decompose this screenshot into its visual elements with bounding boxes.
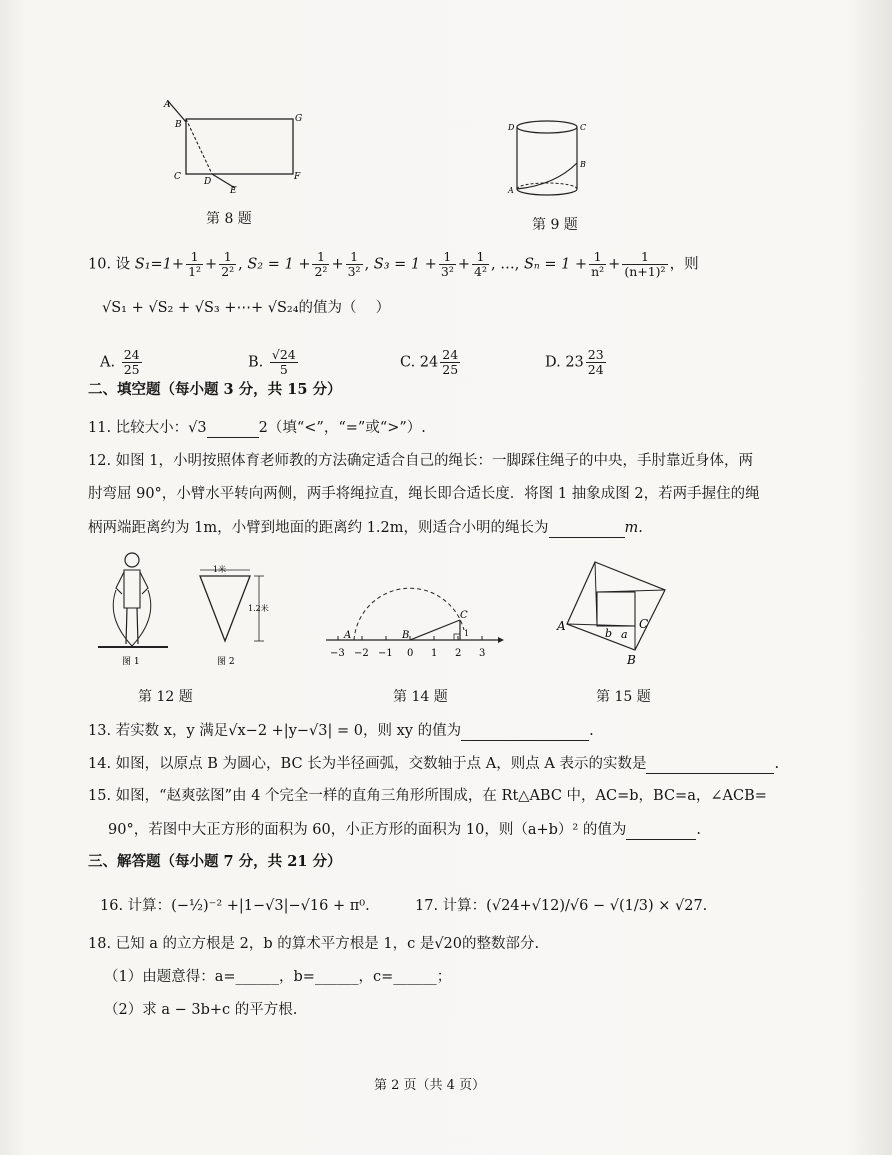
figure-q8 [160,95,310,195]
fig9-label-a: A [508,186,514,195]
fig14-tick-2: 2 [455,648,462,659]
q10-sum: √S₁ + √S₂ + √S₃ +⋯+ √S₂₄的值为（ ） [102,300,391,316]
q10-option-b: B. $\frac{√24}{5}$ [248,347,296,377]
fig14-tick-m2: −2 [354,648,369,659]
figure-q14 [318,578,504,670]
q10-s1-frac2: $\frac{1}{\text{2²}}$ [221,249,235,279]
fig8-label-a: A [164,100,171,110]
q12-line3: 柄两端距离约为 1m，小臂到地面的距离约 1.2m，则适合小明的绳长为 m. [88,520,643,536]
fig14-tick-m1: −1 [378,648,393,659]
q15-blank [626,823,696,840]
figure-q9 [505,115,595,200]
q10-number: 10. [88,256,112,273]
q15-line2: 90°，若图中大正方形的面积为 60，小正方形的面积为 10，则（a+b）² 的值为 . [108,822,701,838]
section2-title: 二、填空题（每小题 3 分，共 15 分） [88,381,342,398]
q17: 17. 计算：(√24+√12)/√6 − √(1/3) × √27. [415,898,708,914]
fig14-tick-1: 1 [431,648,438,659]
fig15-label-b-lower: b [605,627,613,640]
fig15-label-a-lower: a [621,628,628,641]
q13: 13. 若实数 x，y 满足√x−2 +|y−√3| = 0，则 xy 的值为 . [88,723,594,739]
fig15-label-c: C [639,617,649,631]
q10-option-c: C. 24 $\frac{24}{25}$ [400,347,459,377]
q10-option-a: A. $\frac{24}{25}$ [100,347,140,377]
q10-s3-frac1: $\frac{1}{\text{3²}}$ [440,249,454,279]
fig8-label-e: E [230,186,237,195]
q10-s3: S₃ = 1 + [373,256,437,273]
caption-fig14: 第 14 题 [393,689,448,705]
fig14-tick-0: 0 [407,648,414,659]
q16: 16. 计算：(−½)⁻² +|1−√3|−√16 + π⁰. [100,898,370,914]
page-footer: 第 2 页（共 4 页） [374,1078,486,1093]
fig8-label-c: C [174,172,181,182]
fig8-label-d: D [204,177,212,187]
q10-s1-frac1: $\frac{1}{\text{1²}}$ [188,249,202,279]
fig8-label-f: F [294,172,301,182]
q10-sn: Sₙ = 1 + [523,256,588,273]
fig15-label-a: A [557,619,566,633]
caption-fig12: 第 12 题 [138,689,193,705]
fig9-label-c: C [580,123,587,132]
fig9-label-d: D [508,123,515,132]
fig12-label-2: 图 2 [217,657,235,667]
q12-line2: 肘弯屈 90°，小臂水平转向两侧，两手将绳拉直，绳长即合适长度．将图 1 抽象成图 2，若两手握住的绳 [88,486,760,502]
figure-q12 [96,548,286,673]
figure-q15 [555,558,675,670]
q11: 11. 比较大小：√3 2（填“<”，“=”或“>”）. [88,420,426,436]
fig12-dim-top: 1米 [213,565,227,574]
fig9-label-b: B [580,160,586,169]
q18-line3: （2）求 a − 3b+c 的平方根. [104,1002,298,1018]
q12-line1: 12. 如图 1，小明按照体育老师教的方法确定适合自己的绳长：一脚踩住绳子的中央，手肘靠近身体，两 [88,453,753,469]
fig8-label-b: B [175,120,182,130]
q14: 14. 如图，以原点 B 为圆心，BC 长为半径画弧，交数轴于点 A，则点 A 表示的实数是 . [88,756,780,772]
fig12-label-1: 图 1 [122,657,140,667]
fig15-label-b: B [627,653,636,667]
fig14-tick-m3: −3 [330,648,345,659]
q13-blank [461,724,589,741]
fig8-label-g: G [295,114,303,124]
fig14-label-c: C [460,610,468,621]
q18-line2: （1）由题意得：a=______，b=______，c=______； [104,969,452,985]
q10-s3-frac2: $\frac{1}{\text{4²}}$ [474,249,487,279]
q10-s1: S₁=1+ [134,256,185,273]
q18-line1: 18. 已知 a 的立方根是 2，b 的算术平方根是 1，c 是√20的整数部分. [88,936,540,952]
q10-intro: 设 [115,256,131,273]
q11-blank [207,421,259,438]
fig14-side-label: 1 [464,629,470,638]
fig14-tick-3: 3 [479,648,486,659]
q12-blank [549,521,625,538]
q10-option-d: D. 23 $\frac{23}{24}$ [545,347,604,377]
caption-fig9: 第 9 题 [532,217,578,233]
q10-line1: 10. 设 S₁=1+ $\frac{1}{\text{1²}}$ + $\frac{1}{\text{2²}}$ , S₂ = 1 + $\frac{1}{\text{2²}}$ + $\frac{1}{\text{3²}}$ , S₃ = 1 + $\frac{1}{\text{3²}}$ + $\frac{1}{\text{4²}}$ , …, Sₙ = 1 + $\frac{1}{\text{n²}}$ + $\frac{1}{\text{(n+1)²}}$ ，则 [88,249,699,279]
fig14-label-a: A [344,630,352,641]
q15-line1: 15. 如图，“赵爽弦图”由 4 个完全一样的直角三角形所围成，在 Rt△ABC 中，AC=b，BC=a，∠ACB= [88,788,767,804]
q10-s2: S₂ = 1 + [247,256,311,273]
q10-sn-frac1: $\frac{1}{\text{n²}}$ [591,249,605,279]
q10-s2-frac2: $\frac{1}{\text{3²}}$ [347,249,361,279]
q10-then: ，则 [669,256,699,273]
q10-sn-frac2: $\frac{1}{\text{(n+1)²}}$ [624,249,666,279]
q14-blank [646,757,774,774]
q10-s2-frac1: $\frac{1}{\text{2²}}$ [314,249,328,279]
caption-fig8: 第 8 题 [206,211,252,227]
caption-fig15: 第 15 题 [596,689,651,705]
fig12-dim-side: 1.2米 [248,604,269,613]
q10-options [100,338,660,376]
fig14-label-b: B [402,630,410,641]
section3-title: 三、解答题（每小题 7 分，共 21 分） [88,853,342,870]
